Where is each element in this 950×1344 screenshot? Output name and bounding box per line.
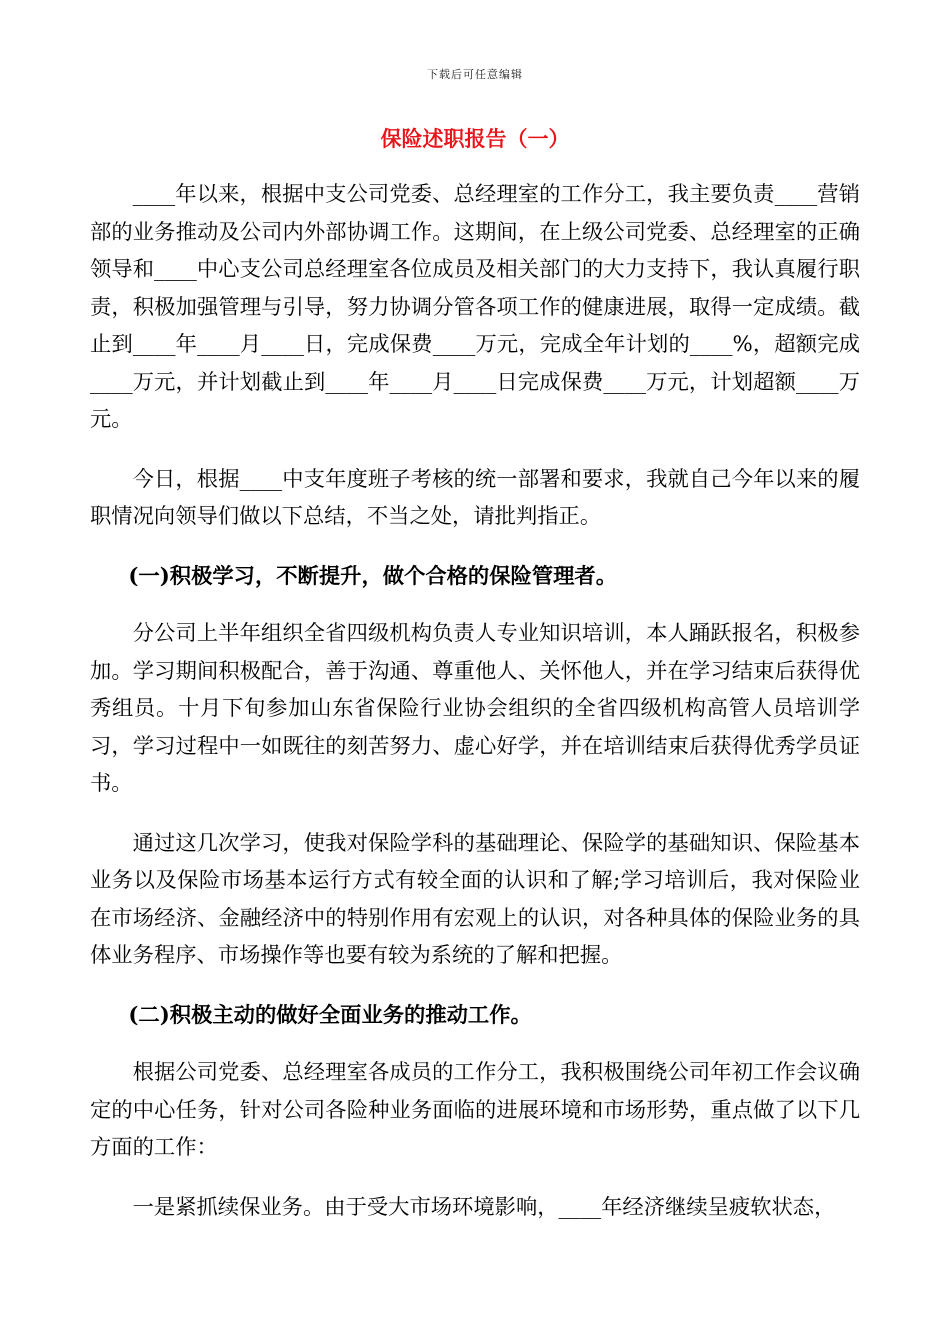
paragraph-work: 根据公司党委、总经理室各成员的工作分工，我积极围绕公司年初工作会议确定的中心任务，针对公司各险种业务面临的进展环境和市场形势，重点做了以下几方面的工作： <box>90 1060 860 1160</box>
paragraph-learning: 通过这几次学习，使我对保险学科的基础理论、保险学的基础知识、保险基本业务以及保险市场基本运行方式有较全面的认识和了解;学习培训后，我对保险业在市场经济、金融经济中的特别作用有宏观上的认识，对各种具体的保险业务的具体业务程序、市场操作等也要有较为系统的了解和把握。 <box>90 830 860 968</box>
section-heading-2: (二)积极主动的做好全面业务的推动工作。 <box>128 1002 532 1028</box>
paragraph-summary: 今日，根据____中支年度班子考核的统一部署和要求，我就自己今年以来的履职情况向领导们做以下总结，不当之处，请批判指正。 <box>90 466 860 529</box>
paragraph-training: 分公司上半年组织全省四级机构负责人专业知识培训，本人踊跃报名，积极参加。学习期间积极配合，善于沟通、尊重他人、关怀他人，并在学习结束后获得优秀组员。十月下旬参加山东省保险行业协会组织的全省四级机构高管人员培训学习，学习过程中一如既往的刻苦努力、虚心好学，并在培训结束后获得优秀学员证书。 <box>90 621 860 796</box>
document-body <box>90 176 860 1248</box>
paragraph-intro: ____年以来，根据中支公司党委、总经理室的工作分工，我主要负责____营销部的业务推动及公司内外部协调工作。这期间，在上级公司党委、总经理室的正确领导和____中心支公司总经理室各位成员及相关部门的大力支持下，我认真履行职责，积极加强管理与引导，努力协调分管各项工作的健康进展，取得一定成绩。截止到____年____月____日，完成保费____万元，完成全年计划的____%，超额完成____万元，并计划截止到____年____月____日完成保费____万元，计划超额____万元。 <box>90 182 860 432</box>
paragraph-renewal: 一是紧抓续保业务。由于受大市场环境影响，____年经济继续呈疲软状态， <box>132 1194 836 1220</box>
header-note: 下载后可任意编辑 <box>427 68 523 81</box>
section-heading-1: (一)积极学习，不断提升，做个合格的保险管理者。 <box>128 563 618 589</box>
document-title: 保险述职报告（一） <box>380 126 570 151</box>
